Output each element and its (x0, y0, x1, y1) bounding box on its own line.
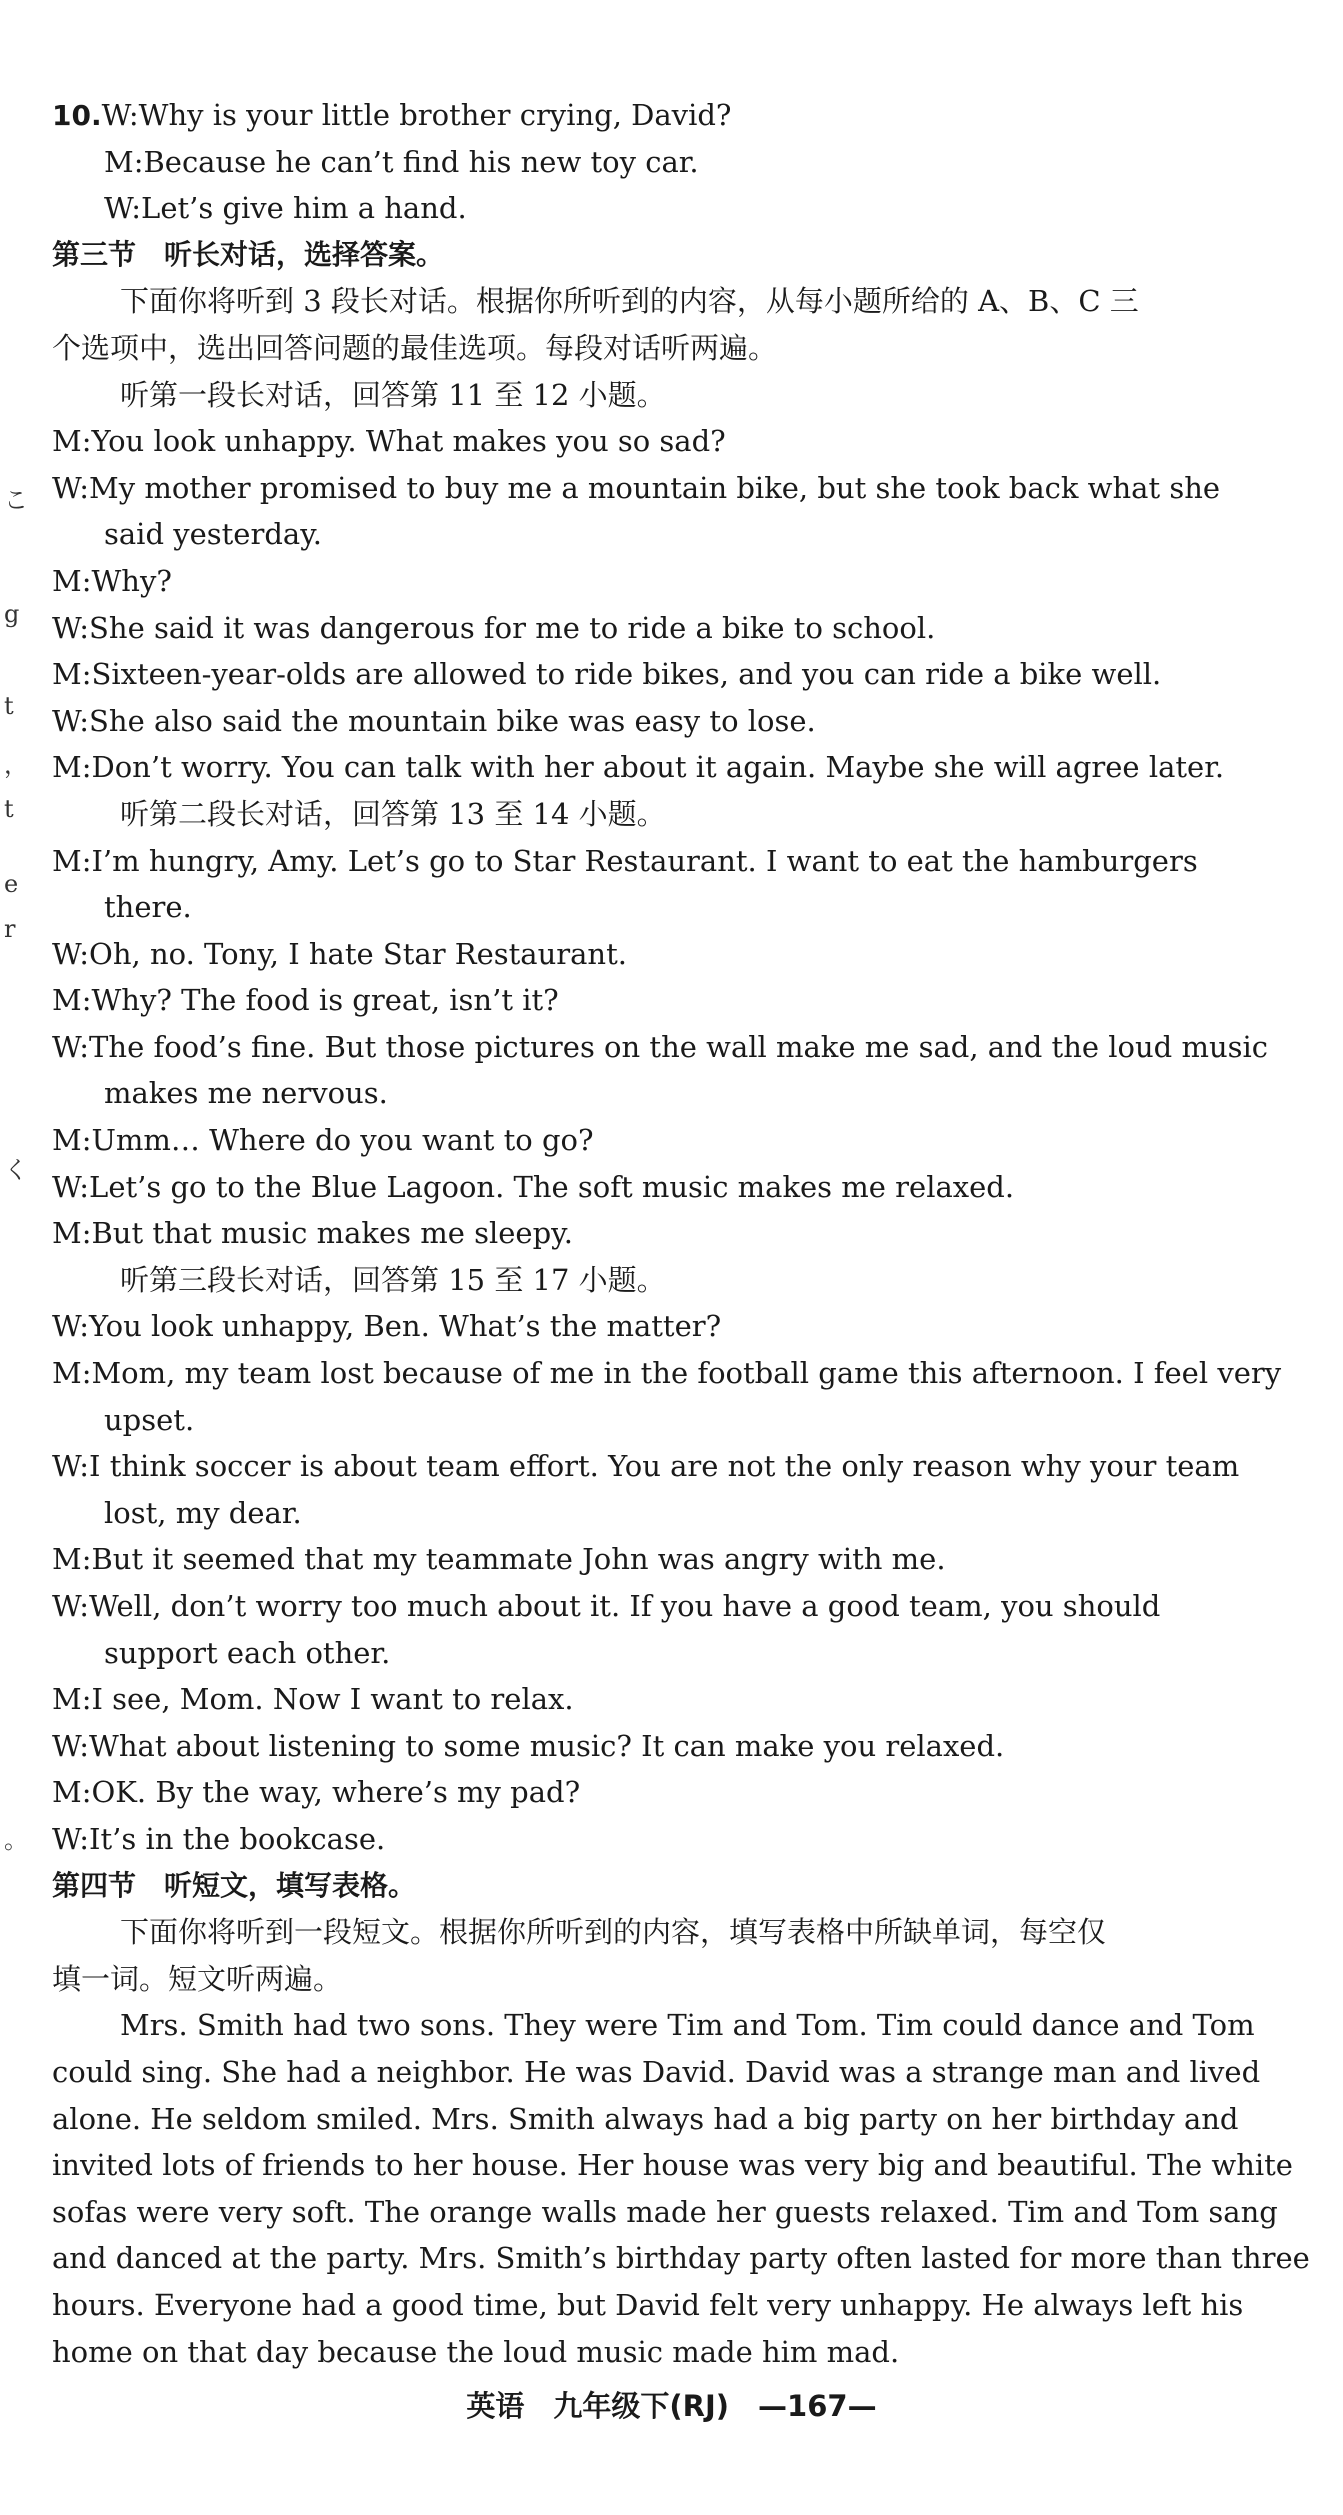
text-line: M:Why? The food is great, isn’t it? (52, 983, 559, 1018)
text-line: W:I think soccer is about team effort. You are not the only reason why your team (52, 1449, 1240, 1484)
text-line: and danced at the party. Mrs. Smith’s birthday party often lasted for more than three (52, 2241, 1310, 2276)
text-line: makes me nervous. (104, 1076, 388, 1111)
text-line: W:My mother promised to buy me a mountain bike, but she took back what she (52, 470, 1221, 505)
page-body (52, 92, 1312, 2375)
section-heading: 第四节 听短文，填写表格。 (52, 1868, 417, 1902)
margin-mark: t (4, 692, 14, 720)
text-line: W:What about listening to some music? It can make you relaxed. (52, 1728, 1005, 1763)
text-line: W:It’s in the bookcase. (52, 1821, 386, 1856)
page-footer: 英语 九年级下(RJ) —167— (466, 2389, 877, 2423)
margin-mark: t (4, 795, 14, 823)
text-line: W:The food’s fine. But those pictures on the wall make me sad, and the loud music (52, 1029, 1269, 1064)
text-line: 听第一段长对话，回答第 11 至 12 小题。 (120, 377, 666, 412)
text-line: could sing. She had a neighbor. He was David. David was a strange man and lived (52, 2054, 1261, 2089)
text-line: W:Well, don’t worry too much about it. If you have a good team, you should (52, 1589, 1161, 1623)
text-line: 听第二段长对话，回答第 13 至 14 小题。 (120, 796, 666, 831)
text-line: 填一词。短文听两遍。 (52, 1961, 343, 1996)
text-line: W:Let’s give him a hand. (104, 191, 467, 226)
margin-mark: こ (4, 486, 28, 514)
text-line: M:But that music makes me sleepy. (52, 1216, 573, 1251)
margin-mark: く (4, 1156, 28, 1184)
text-line: M:Don’t worry. You can talk with her about it again. Maybe she will agree later. (52, 750, 1225, 785)
text-line: M:Umm… Where do you want to go? (52, 1123, 594, 1158)
text-line: sofas were very soft. The orange walls made her guests relaxed. Tim and Tom sang (52, 2194, 1278, 2229)
text-line: lost, my dear. (104, 1495, 302, 1530)
text-line: 10.W:Why is your little brother crying, David? (52, 98, 732, 132)
text-line: home on that day because the loud music made him mad. (52, 2334, 900, 2369)
text-line: W:Oh, no. Tony, I hate Star Restaurant. (52, 936, 627, 971)
text-line: M:Sixteen-year-olds are allowed to ride bikes, and you can ride a bike well. (52, 657, 1162, 692)
text-line: M:Mom, my team lost because of me in the football game this afternoon. I feel very (52, 1356, 1282, 1391)
text-line: upset. (104, 1402, 195, 1437)
text-line: 下面你将听到一段短文。根据你所听到的内容，填写表格中所缺单词，每空仅 (120, 1915, 1107, 1950)
text-line: W:Let’s go to the Blue Lagoon. The soft music makes me relaxed. (52, 1169, 1015, 1204)
text-line: hours. Everyone had a good time, but David felt very unhappy. He always left his (52, 2287, 1244, 2322)
text-line: 下面你将听到 3 段长对话。根据你所听到的内容，从每小题所给的 A、B、C 三 (120, 284, 1139, 319)
text-line: M:OK. By the way, where’s my pad? (52, 1775, 581, 1810)
margin-mark: 。 (4, 1826, 28, 1854)
text-line: there. (104, 890, 192, 925)
text-line: M:I see, Mom. Now I want to relax. (52, 1682, 574, 1717)
text-line: W:You look unhappy, Ben. What’s the matter? (52, 1309, 722, 1344)
text-line: M:Because he can’t find his new toy car. (104, 144, 699, 179)
text-line: 听第三段长对话，回答第 15 至 17 小题。 (120, 1262, 666, 1297)
text-line: support each other. (104, 1635, 391, 1670)
text-line: W:She said it was dangerous for me to ride a bike to school. (52, 610, 936, 645)
text-line: alone. He seldom smiled. Mrs. Smith always had a big party on her birthday and (52, 2101, 1239, 2136)
left-margin-marks (0, 0, 30, 2515)
text-line: M:But it seemed that my teammate John was angry with me. (52, 1542, 946, 1577)
text-line: W:She also said the mountain bike was easy to lose. (52, 703, 816, 738)
text-line: M:I’m hungry, Amy. Let’s go to Star Restaurant. I want to eat the hamburgers (52, 843, 1198, 878)
text-line: said yesterday. (104, 517, 322, 552)
margin-mark: e (4, 870, 19, 898)
section-heading: 第三节 听长对话，选择答案。 (52, 237, 445, 271)
text-line: invited lots of friends to her house. Her house was very big and beautiful. The white (52, 2148, 1293, 2183)
margin-mark: ， (4, 751, 28, 779)
margin-mark: r (4, 915, 16, 943)
text-line: Mrs. Smith had two sons. They were Tim and Tom. Tim could dance and Tom (120, 2008, 1255, 2043)
text-line: M:You look unhappy. What makes you so sad? (52, 424, 726, 459)
text-line: M:Why? (52, 563, 172, 598)
text-line: 个选项中，选出回答问题的最佳选项。每段对话听两遍。 (52, 330, 778, 365)
margin-mark: g (4, 600, 20, 628)
